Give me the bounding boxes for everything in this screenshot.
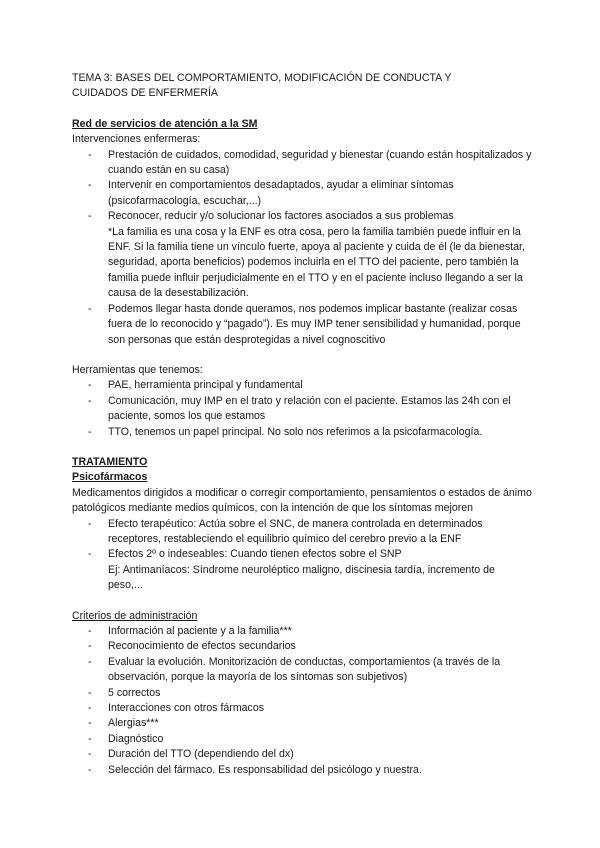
list-item: - 5 correctos: [72, 686, 532, 701]
tools-list: [72, 378, 532, 440]
list-item-text: Reconocer, reducir y/o solucionar los factores asociados a sus problemas: [108, 210, 454, 223]
title-line-1: TEMA 3: BASES DEL COMPORTAMIENTO, MODIFICACIÓN DE CONDUCTA Y: [72, 72, 452, 84]
tools-intro: Herramientas que tenemos:: [72, 363, 203, 376]
list-item: - Reconocimiento de efectos secundarios: [72, 639, 532, 654]
list-item: - Efecto terapéutico: Actúa sobre el SNC, de manera controlada en determinados receptores, restableciendo el equilibrio químico del cerebro previo a la ENF: [72, 517, 532, 548]
list-item: - PAE, herramienta principal y fundamental: [72, 378, 532, 393]
list-item: - Información al paciente y a la familia***: [72, 624, 532, 639]
interventions-intro: Intervenciones enfermeras:: [72, 133, 201, 146]
effects-list: [72, 517, 532, 594]
list-item: - Evaluar la evolución. Monitorización de conductas, comportamientos (a través de la observación, porque la mayoría de los síntomas son subjetivos): [72, 655, 532, 686]
list-item: [72, 209, 532, 301]
document-title: [72, 71, 532, 102]
list-item: - Selección del fármaco. Es responsabilidad del psicólogo y nuestra.: [72, 763, 532, 778]
section-heading-red: Red de servicios de atención a la SM: [72, 117, 258, 130]
document-page: [72, 71, 532, 778]
list-item: - Diagnóstico: [72, 732, 532, 747]
criteria-list: [72, 624, 532, 778]
list-item: - Intervenir en comportamientos desadaptados, ayudar a eliminar síntomas (psicofarmacología, escuchar,...): [72, 178, 532, 209]
psicofarmacos-definition: Medicamentos dirigidos a modificar o corregir comportamiento, pensamientos o estados de ánimo patológicos mediante medios químicos, con la intención de que los síntomas mejoren: [72, 486, 532, 515]
interventions-list: [72, 148, 532, 348]
section-heading-criterios: Criterios de administración: [72, 609, 198, 622]
subheading-psicofarmacos: Psicofármacos: [72, 471, 148, 484]
title-line-2: CUIDADOS DE ENFERMERÍA: [72, 87, 218, 100]
list-item: - Interacciones con otros fármacos: [72, 701, 532, 716]
family-note: *La familia es una cosa y la ENF es otra cosa, pero la familia también puede influir en la ENF. Si la familia tiene un vínculo fuerte, apoya al paciente y cuida de él (le da bienestar, seguridad, aporta beneficios) podemos incluirla en el TTO del paciente, pero también la familia puede influir perjudicialmente en el TTO y en el paciente incluso llegando a ser la causa de la desestabilización.: [108, 225, 525, 300]
list-item: - Comunicación, muy IMP en el trato y relación con el paciente. Estamos las 24h con el paciente, somos los que estamos: [72, 394, 532, 425]
list-item: [72, 547, 532, 593]
list-item: - Prestación de cuidados, comodidad, seguridad y bienestar (cuando están hospitalizados y cuando están en su casa): [72, 148, 532, 179]
example-note: Ej: Antimaníacos: Síndrome neuroléptico maligno, discinesia tardía, incremento de peso,...: [108, 563, 495, 592]
list-item: - Duración del TTO (dependiendo del dx): [72, 747, 532, 762]
section-heading-tratamiento: TRATAMIENTO: [72, 455, 148, 468]
list-item: - Podemos llegar hasta donde queramos, nos podemos implicar bastante (realizar cosas fuera de lo reconocido y “pagado”). Es muy IMP tener sensibilidad y humanidad, porque son personas que están desprotegidas a nivel cognoscitivo: [72, 302, 532, 348]
list-item: - Alergias***: [72, 716, 532, 731]
list-item: - TTO, tenemos un papel principal. No solo nos referimos a la psicofarmacología.: [72, 425, 532, 440]
list-item-text: Efectos 2º o indeseables: Cuando tienen efectos sobre el SNP: [108, 548, 402, 561]
